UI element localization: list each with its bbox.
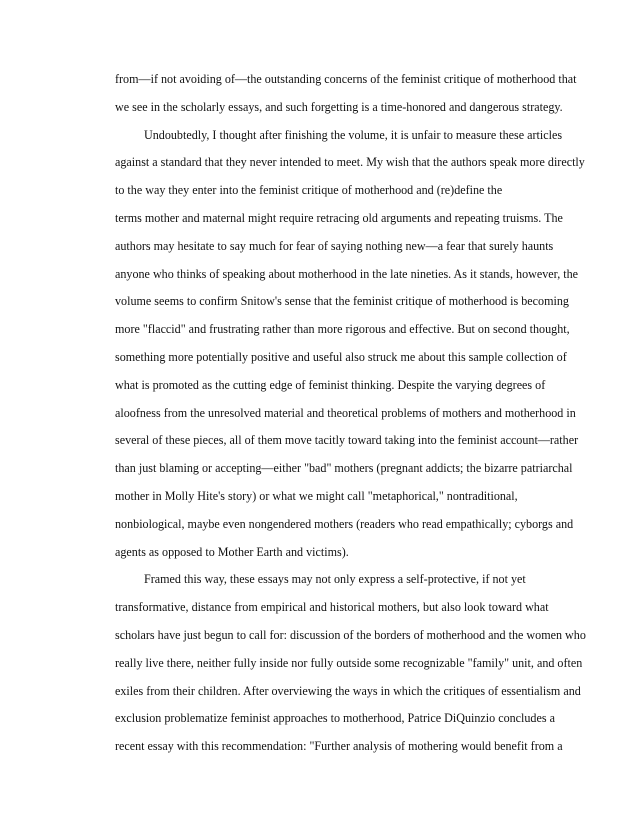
text-line: aloofness from the unresolved material and theoretical problems of mothers and motherhood in [115, 405, 576, 420]
text-line: to the way they enter into the feminist critique of motherhood and (re)define the [115, 183, 503, 198]
text-line: exclusion problematize feminist approaches to motherhood, Patrice DiQuinzio concludes a [115, 711, 555, 726]
text-line: anyone who thinks of speaking about motherhood in the late nineties. As it stands, however, the [115, 266, 579, 281]
text-line: volume seems to confirm Snitow's sense that the feminist critique of motherhood is becoming [115, 294, 569, 309]
text-line: exiles from their children. After overviewing the ways in which the critiques of essentialism and [115, 683, 581, 698]
text-line: scholars have just begun to call for: discussion of the borders of motherhood and the women who [115, 627, 586, 642]
text-line: than just blaming or accepting—either "bad" mothers (pregnant addicts; the bizarre patriarchal [115, 461, 573, 476]
text-line: authors may hesitate to say much for fear of saying nothing new—a fear that surely haunts [115, 238, 554, 253]
text-line: from—if not avoiding of—the outstanding concerns of the feminist critique of motherhood that [115, 72, 577, 86]
text-line: transformative, distance from empirical and historical mothers, but also look toward what [115, 600, 549, 615]
text-line: we see in the scholarly essays, and such forgetting is a time-honored and dangerous strategy. [115, 99, 563, 114]
text-line: more "flaccid" and frustrating rather than more rigorous and effective. But on second thought, [115, 322, 570, 337]
text-line: agents as opposed to Mother Earth and victims). [115, 544, 349, 559]
body-text [115, 66, 599, 761]
text-line: recent essay with this recommendation: "Further analysis of mothering would benefit from a [115, 739, 563, 754]
paragraph-start-line: Undoubtedly, I thought after finishing the volume, it is unfair to measure these articles [144, 127, 563, 142]
text-line: several of these pieces, all of them move tacitly toward taking into the feminist account—rather [115, 433, 579, 448]
text-line: nonbiological, maybe even nongendered mothers (readers who read empathically; cyborgs and [115, 516, 574, 531]
text-line: something more potentially positive and useful also struck me about this sample collection of [115, 349, 567, 364]
text-line: what is promoted as the cutting edge of feminist thinking. Despite the varying degrees of [115, 377, 546, 392]
text-line: against a standard that they never intended to meet. My wish that the authors speak more directly [115, 155, 585, 170]
text-line: terms mother and maternal might require retracing old arguments and repeating truisms. The [115, 210, 563, 225]
paragraph-start-line: Framed this way, these essays may not only express a self-protective, if not yet [144, 572, 526, 587]
text-line: mother in Molly Hite's story) or what we might call "metaphorical," nontraditional, [115, 488, 518, 503]
text-line: really live there, neither fully inside nor fully outside some recognizable "family" unit, and often [115, 655, 583, 670]
